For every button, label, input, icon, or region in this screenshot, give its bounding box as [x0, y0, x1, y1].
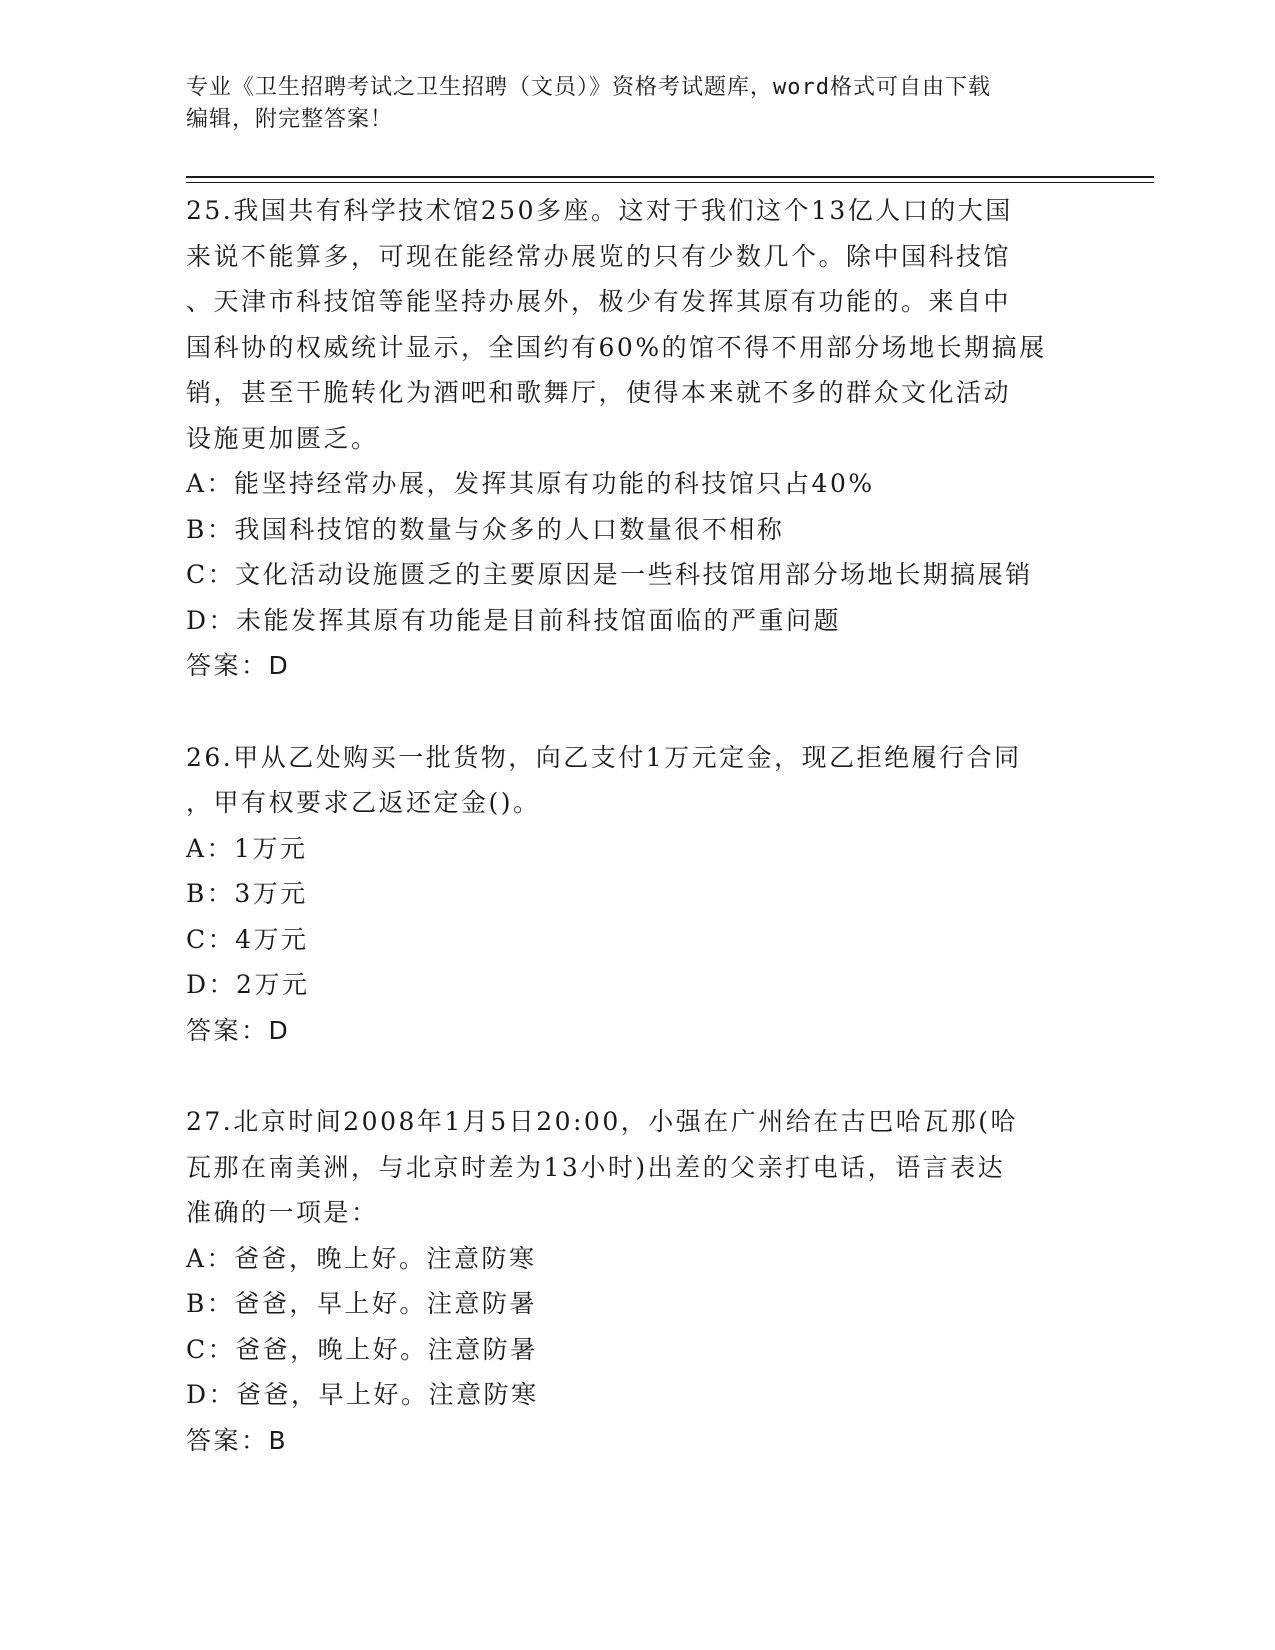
- option-b: B：爸爸，早上好。注意防暑: [186, 1289, 537, 1318]
- option-b: B：3万元: [186, 879, 308, 908]
- option-c: C：文化活动设施匮乏的主要原因是一些科技馆用部分场地长期搞展销: [186, 560, 1033, 589]
- question-spacer: [186, 1053, 1086, 1099]
- option-a: A：能坚持经常办展，发挥其原有功能的科技馆只占40%: [186, 469, 875, 498]
- answer-label: 答案：D: [186, 1015, 291, 1045]
- option-d: D：2万元: [186, 970, 310, 999]
- option-d: D：未能发挥其原有功能是目前科技馆面临的严重问题: [186, 605, 842, 635]
- header-divider-thick: [186, 176, 1154, 178]
- question-stem: 25.我国共有科学技术馆250多座。这对于我们这个13亿人口的大国 来说不能算多，可现在能经常办展览的只有少数几个。除中国科技馆 、天津市科技馆等能坚持办展外，极少有发挥其原有功能的。来自中 国科协的权威统计显示，全国约有60%的馆不得不用部分场地长期搞展 销，甚至干脆转化为酒吧和歌舞厅，使得本来就不多的群众文化活动 设施更加匮乏。: [186, 196, 1047, 453]
- document-header: [186, 72, 1066, 136]
- question-list: [186, 188, 1086, 1463]
- option-c: C：爸爸，晚上好。注意防暑: [186, 1334, 538, 1364]
- header-line-1: 专业《卫生招聘考试之卫生招聘（文员）》资格考试题库，word格式可自由下载: [186, 75, 991, 100]
- question-26: [186, 735, 1086, 1054]
- question-25: [186, 188, 1086, 689]
- question-stem: 27.北京时间2008年1月5日20:00，小强在广州给在古巴哈瓦那(哈 瓦那在南美洲，与北京时差为13小时)出差的父亲打电话，语言表达 准确的一项是：: [186, 1107, 1018, 1227]
- option-c: C：4万元: [186, 924, 309, 954]
- question-spacer: [186, 689, 1086, 735]
- option-a: A：1万元: [186, 833, 308, 863]
- question-stem: 26.甲从乙处购买一批货物，向乙支付1万元定金，现乙拒绝履行合同 ，甲有权要求乙返还定金()。: [186, 742, 1022, 817]
- answer-label: 答案：B: [186, 1425, 289, 1455]
- option-a: A：爸爸，晚上好。注意防寒: [186, 1243, 537, 1273]
- option-b: B：我国科技馆的数量与众多的人口数量很不相称: [186, 514, 785, 544]
- answer-label: 答案：D: [186, 651, 291, 680]
- option-d: D：爸爸，早上好。注意防寒: [186, 1380, 539, 1409]
- question-27: [186, 1099, 1086, 1463]
- header-divider-thin: [186, 182, 1154, 183]
- header-line-2: 编辑，附完整答案！: [186, 107, 394, 132]
